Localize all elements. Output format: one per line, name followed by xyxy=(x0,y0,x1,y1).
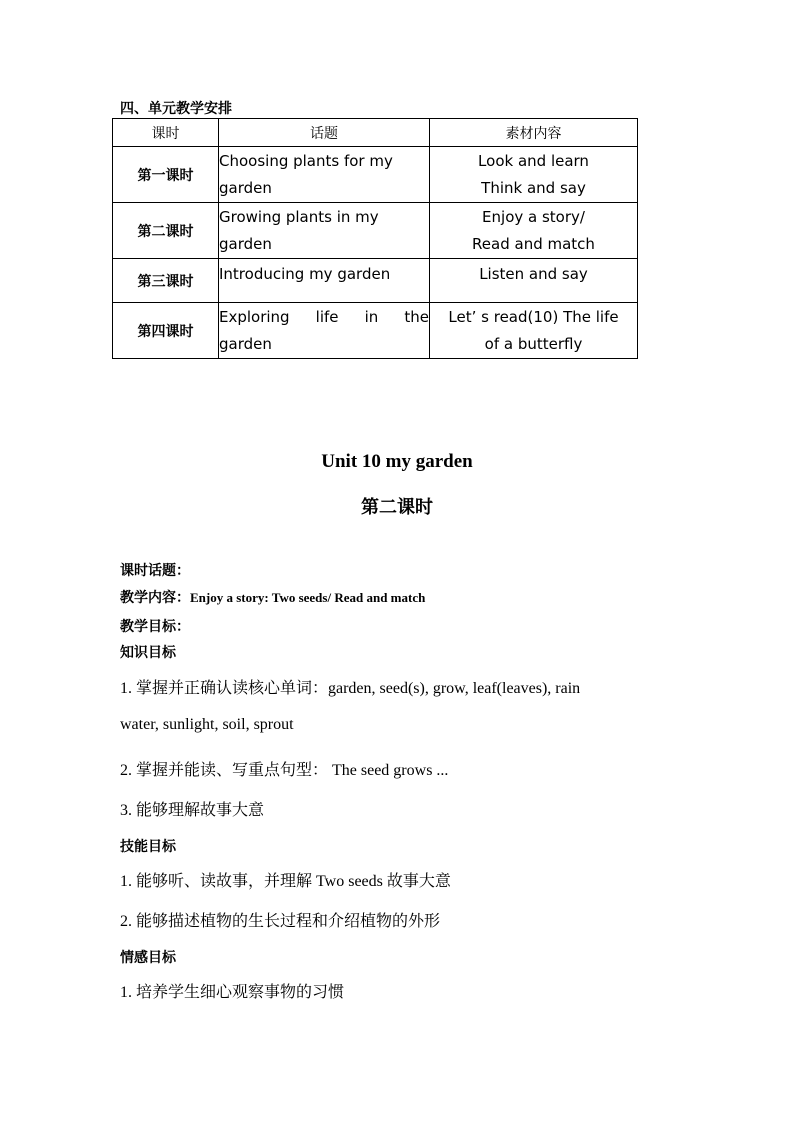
knowledge-item-1-cont: water, sunlight, soil, sprout xyxy=(120,716,294,733)
topic-line: garden xyxy=(219,334,272,353)
topic-line: Introducing my garden xyxy=(219,265,391,283)
table-row xyxy=(113,303,638,359)
topic-cell xyxy=(219,147,430,203)
topic-cell xyxy=(219,203,430,259)
section-heading: 四、单元教学安排 xyxy=(120,101,232,117)
material-line: Read and match xyxy=(472,234,595,253)
table-row xyxy=(113,147,638,203)
content-value: Enjoy a story: Two seeds/ Read and match xyxy=(190,590,426,605)
skills-item-2: 2. 能够描述植物的生长过程和介绍植物的外形 xyxy=(120,913,441,930)
lesson-subtitle: 第二课时 xyxy=(361,497,433,518)
topic-line: Growing plants in my xyxy=(219,207,379,226)
material-line: Look and learn xyxy=(478,151,589,170)
content-line xyxy=(120,587,425,607)
lesson-cell: 第二课时 xyxy=(113,203,219,259)
material-line: of a butterfly xyxy=(484,334,583,353)
table-row xyxy=(113,259,638,303)
material-cell xyxy=(430,147,638,203)
affective-heading: 情感目标 xyxy=(120,950,176,966)
objectives-label: 教学目标： xyxy=(120,619,190,635)
material-line: Listen and say xyxy=(479,265,588,283)
topic-line: garden xyxy=(219,178,272,197)
knowledge-item-3: 3. 能够理解故事大意 xyxy=(120,802,265,819)
header-material: 素材内容 xyxy=(430,119,638,147)
skills-item-1: 1. 能够听、读故事，并理解 Two seeds 故事大意 xyxy=(120,873,451,890)
material-cell xyxy=(430,303,638,359)
material-cell xyxy=(430,259,638,303)
material-line: Think and say xyxy=(481,178,586,197)
topic-line: Exploring life in the xyxy=(219,307,429,326)
table-header-row xyxy=(113,119,638,147)
lesson-cell: 第一课时 xyxy=(113,147,219,203)
lesson-cell: 第四课时 xyxy=(113,303,219,359)
topic-line: Choosing plants for my xyxy=(219,151,393,170)
material-line: Let’ s read(10) The life xyxy=(448,307,619,326)
topic-line: garden xyxy=(219,234,272,253)
header-topic: 话题 xyxy=(219,119,430,147)
material-line: Enjoy a story/ xyxy=(482,207,585,226)
content-label: 教学内容： xyxy=(120,590,190,606)
table-row xyxy=(113,203,638,259)
topic-cell xyxy=(219,259,430,303)
knowledge-item-1: 1. 掌握并正确认读核心单词：garden, seed(s), grow, leaf(leaves), rain xyxy=(120,680,581,697)
lesson-plan-table xyxy=(112,118,638,359)
affective-item-1: 1. 培养学生细心观察事物的习惯 xyxy=(120,984,345,1001)
unit-title: Unit 10 my garden xyxy=(321,451,473,472)
skills-heading: 技能目标 xyxy=(120,839,176,855)
header-lesson: 课时 xyxy=(113,119,219,147)
lesson-cell: 第三课时 xyxy=(113,259,219,303)
knowledge-item-2: 2. 掌握并能读、写重点句型： The seed grows ... xyxy=(120,762,449,779)
lesson-topic-label: 课时话题： xyxy=(120,563,190,579)
material-cell xyxy=(430,203,638,259)
topic-cell xyxy=(219,303,430,359)
knowledge-heading: 知识目标 xyxy=(120,645,176,661)
